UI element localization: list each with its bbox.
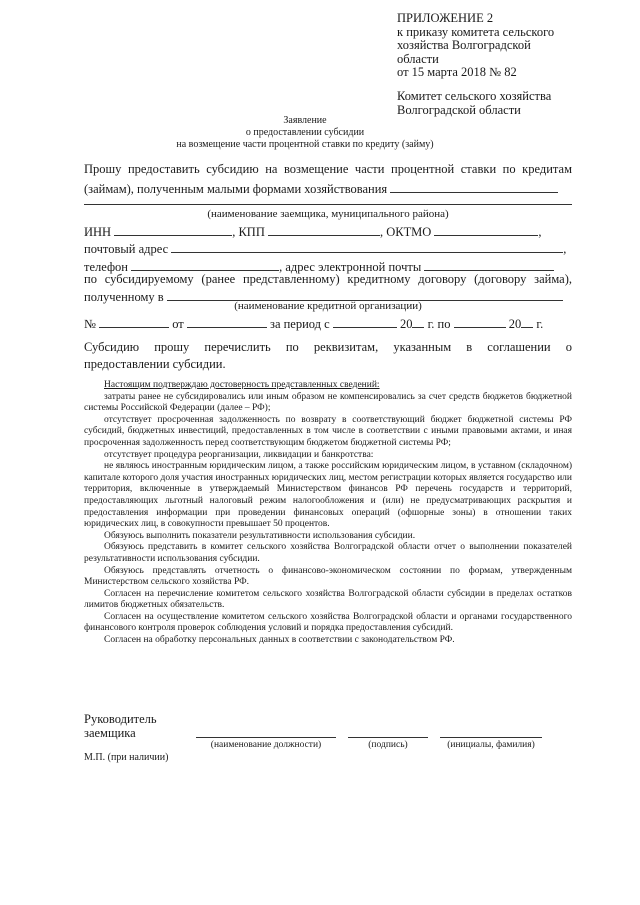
obligation-item: Обязуюсь представить в комитет сельского хозяйства Волгоградской области отчет о выполнении показателей результативности использования субсидии. xyxy=(84,542,572,564)
signature-head xyxy=(84,712,157,740)
phone-label: телефон xyxy=(84,260,128,274)
signature-field[interactable] xyxy=(348,736,428,738)
borrower-field-2[interactable] xyxy=(84,204,572,205)
oktmo-field[interactable] xyxy=(434,223,538,236)
position-caption: (наименование должности) xyxy=(210,740,322,750)
to-label: г. по xyxy=(427,317,451,331)
kpp-field[interactable] xyxy=(268,223,380,236)
year-label: 20 xyxy=(508,317,522,331)
oktmo-label: , ОКТМО xyxy=(380,225,432,239)
received-label: полученному в xyxy=(84,290,164,304)
transfer-line-1: Субсидию прошу перечислить по реквизитам, указанным в соглашении о xyxy=(84,340,572,354)
signature-caption: (подпись) xyxy=(368,740,408,750)
contract-number-line xyxy=(84,315,572,332)
email-label: , адрес электронной почты xyxy=(279,260,422,274)
heading-title: Заявление xyxy=(283,115,327,126)
name-caption: (инициалы, фамилия) xyxy=(447,740,535,750)
obligation-item: Обязуюсь выполнить показатели результативности использования субсидии. xyxy=(104,530,416,541)
year-label: 20 xyxy=(399,317,413,331)
signature-title: Руководитель xyxy=(84,712,157,726)
postal-line: почтовый адрес , xyxy=(84,242,567,256)
appendix-line: к приказу комитета сельского xyxy=(397,24,555,39)
transfer-line-2: предоставлении субсидии. xyxy=(84,357,226,371)
contract-number-field[interactable] xyxy=(99,315,169,328)
consent-item: Согласен на обработку персональных данных в соответствии с законодательством РФ. xyxy=(104,635,455,646)
confirmation-item: не являюсь иностранным юридическим лицом, а также российским юридическим лицом, в уставном (складочном) капитале которого доля участия иностранных юридических лиц, местом регистрации которых является государство или территория, включенные в утверждаемый Министерством финансов РФ перечень государств и территорий, предоставляющих льготный налоговый режим налогообложения и (или) не предусматривающих раскрытия и предоставления информации при проведении финансовых операций (офшорные зоны) в отношении таких юридических лиц, в совокупности превышает 50 процентов. xyxy=(84,461,572,530)
heading-subtitle: на возмещение части процентной ставки по кредиту (займу) xyxy=(176,139,434,150)
phone-field[interactable] xyxy=(131,258,279,271)
postal-field[interactable] xyxy=(171,240,563,253)
borrower-field[interactable] xyxy=(390,180,558,193)
consent-item: Согласен на перечисление комитетом сельского хозяйства Волгоградской области субсидии в пределах остатков лимитов бюджетных обязательств. xyxy=(84,588,572,611)
number-label: № xyxy=(84,317,96,331)
inn-field[interactable] xyxy=(114,223,232,236)
name-field[interactable] xyxy=(440,736,542,738)
document-heading xyxy=(140,115,470,151)
from-label: от xyxy=(172,317,184,331)
addressee-line: Комитет сельского хозяйства xyxy=(397,89,552,103)
period-from-label: за период с xyxy=(270,317,330,331)
period-start-field[interactable] xyxy=(333,315,397,328)
appendix-header xyxy=(397,12,632,80)
appendix-line: хозяйства Волгоградской xyxy=(397,38,531,52)
contract-date-field[interactable] xyxy=(187,315,267,328)
intro-line-1: Прошу предоставить субсидию на возмещение части процентной ставки по кредитам xyxy=(84,162,572,176)
signature-title: заемщика xyxy=(84,726,136,740)
period-end-field[interactable] xyxy=(454,315,506,328)
appendix-line: области xyxy=(397,51,439,66)
confirmation-item: затраты ранее не субсидировались или иным образом не компенсировались за счет средств бюджетов бюджетной системы Российской Федерации (далее – РФ); xyxy=(84,391,572,414)
period-end-year-field[interactable] xyxy=(521,315,533,328)
stamp-note: М.П. (при наличии) xyxy=(84,752,169,763)
obligation-item: Обязуюсь представлять отчетность о финансово-экономическом состоянии по формам, утвержденным Министерством сельского хозяйства РФ. xyxy=(84,565,572,588)
confirmation-header: Настоящим подтверждаю достоверность представленных сведений: xyxy=(104,380,380,390)
addressee xyxy=(397,90,632,117)
email-field[interactable] xyxy=(424,258,554,271)
confirmation-item: отсутствует процедура реорганизации, ликвидации и банкротства: xyxy=(104,449,374,460)
appendix-title: ПРИЛОЖЕНИЕ 2 xyxy=(397,11,494,25)
intro-text: (займам), полученным малыми формами хозяйствования xyxy=(84,182,388,196)
period-start-year-field[interactable] xyxy=(412,315,424,328)
tax-ids-line: ИНН , КПП , ОКТМО , xyxy=(84,225,542,239)
intro-line-2 xyxy=(84,180,572,197)
borrower-caption: (наименование заемщика, муниципального района) xyxy=(207,208,449,220)
year-end-label: г. xyxy=(536,317,544,331)
confirmation-item: отсутствует просроченная задолженность по возврату в соответствующий бюджет бюджетной системы РФ субсидий, бюджетных инвестиций, предоставленных в том числе в соответствии с иными правовыми актами, и иная просроченная задолженность перед соответствующим бюджетом бюджетной системы РФ; xyxy=(84,414,572,448)
appendix-line: от 15 марта 2018 № 82 xyxy=(397,65,517,79)
consent-item: Согласен на осуществление комитетом сельского хозяйства Волгоградской области и органами государственного финансового контроля проверок соблюдения условий и порядка предоставления субсидий. xyxy=(84,611,572,634)
addressee-line: Волгоградской области xyxy=(397,102,521,117)
kpp-label: , КПП xyxy=(232,225,265,239)
heading-subtitle: о предоставлении субсидии xyxy=(245,127,365,138)
bank-caption: (наименование кредитной организации) xyxy=(234,300,422,312)
confirmation-block xyxy=(84,380,572,647)
postal-label: почтовый адрес xyxy=(84,242,169,256)
contract-line: по субсидируемому (ранее представленному) кредитному договору (договору займа), xyxy=(84,272,572,286)
inn-label: ИНН xyxy=(84,225,112,239)
position-field[interactable] xyxy=(196,736,336,738)
